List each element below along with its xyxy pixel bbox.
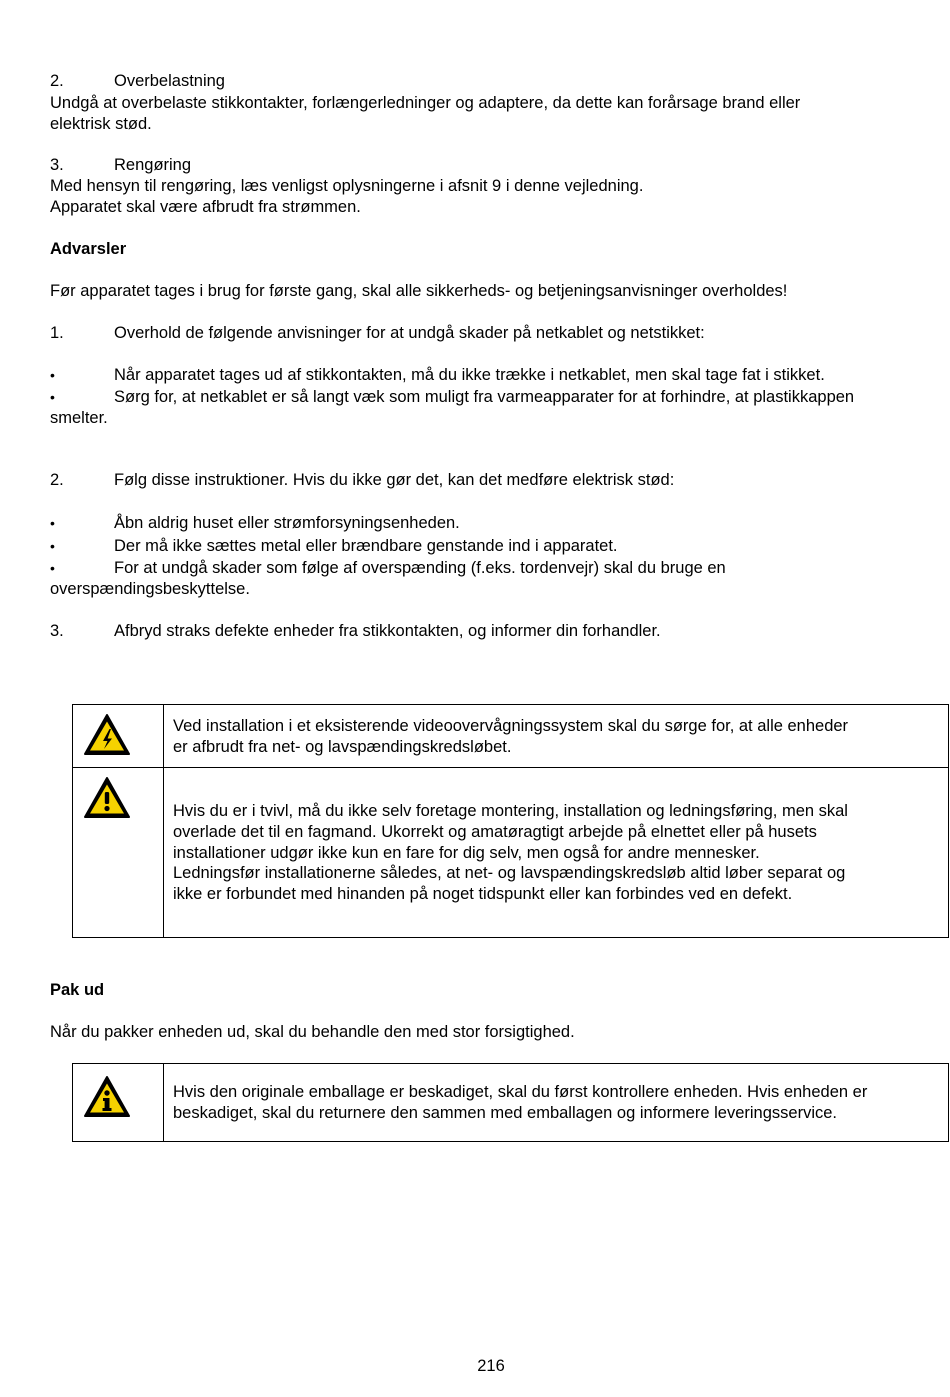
electric-hazard-icon bbox=[83, 713, 131, 757]
row-divider bbox=[73, 767, 948, 768]
notice-text bbox=[173, 716, 940, 758]
notice-table bbox=[72, 704, 949, 938]
item-text: Afbryd straks defekte enheder fra stikkontakten, og informer din forhandler. bbox=[114, 622, 661, 640]
page-number: 216 bbox=[477, 1357, 505, 1375]
item-number: 1. bbox=[50, 324, 64, 342]
paragraph-line: elektrisk stød. bbox=[50, 115, 152, 133]
bullet-text: Sørg for, at netkablet er så langt væk som muligt fra varmeapparater for at forhindre, at plastikkappen bbox=[114, 388, 855, 406]
bullet-text: For at undgå skader som følge af overspænding (f.eks. tordenvejr) skal du bruge en bbox=[114, 559, 726, 577]
bullet-text-continuation: smelter. bbox=[50, 409, 108, 427]
unpack-text: Når du pakker enheden ud, skal du behandle den med stor forsigtighed. bbox=[50, 1023, 575, 1041]
info-table bbox=[72, 1063, 949, 1142]
bullet-text: Der må ikke sættes metal eller brændbare genstande ind i apparatet. bbox=[114, 537, 618, 555]
info-text bbox=[173, 1082, 940, 1124]
bullet-text: Når apparatet tages ud af stikkontakten, må du ikke trække i netkablet, men skal tage fat i stikket. bbox=[114, 366, 825, 384]
notice-line: Hvis du er i tvivl, må du ikke selv foretage montering, installation og ledningsføring, men skal bbox=[173, 802, 848, 820]
notice-line: Ledningsfør installationerne således, at net- og lavspændingskredsløb altid løber separat og bbox=[173, 864, 846, 883]
paragraph-line: Undgå at overbelaste stikkontakter, forlængerledninger og adaptere, da dette kan forårsage brand eller bbox=[50, 94, 801, 112]
bullet-icon: • bbox=[50, 560, 55, 576]
paragraph-line: Med hensyn til rengøring, læs venligst oplysningerne i afsnit 9 i denne vejledning. bbox=[50, 177, 644, 195]
item-text: Følg disse instruktioner. Hvis du ikke gør det, kan det medføre elektrisk stød: bbox=[114, 471, 675, 489]
info-icon bbox=[83, 1075, 131, 1119]
warnings-heading: Advarsler bbox=[50, 240, 127, 258]
section-number: 2. bbox=[50, 72, 64, 90]
paragraph-line: Apparatet skal være afbrudt fra strømmen. bbox=[50, 198, 361, 216]
notice-line: er afbrudt fra net- og lavspændingskredsløbet. bbox=[173, 737, 512, 756]
notice-line: overlade det til en fagmand. Ukorrekt og amatøragtigt arbejde på elnettet eller på husets bbox=[173, 822, 817, 841]
bullet-text: Åbn aldrig huset eller strømforsyningsenheden. bbox=[114, 514, 460, 532]
notice-line: installationer udgør ikke kun en fare for dig selv, men også for andre mennesker. bbox=[173, 843, 760, 862]
info-line: Hvis den originale emballage er beskadiget, skal du først kontrollere enheden. Hvis enheden er bbox=[173, 1083, 868, 1101]
section-number: 3. bbox=[50, 156, 64, 174]
item-number: 2. bbox=[50, 471, 64, 489]
notice-text bbox=[173, 801, 940, 905]
unpack-heading: Pak ud bbox=[50, 981, 105, 999]
bullet-icon: • bbox=[50, 515, 55, 531]
notice-line: ikke er forbundet med hinanden på noget tidspunkt eller kan forbindes ved en defekt. bbox=[173, 885, 793, 904]
item-number: 3. bbox=[50, 622, 64, 640]
section-title-cleaning: Rengøring bbox=[114, 156, 192, 174]
section-title-overload: Overbelastning bbox=[114, 72, 225, 90]
info-line: beskadiget, skal du returnere den sammen med emballagen og informere leveringsservice. bbox=[173, 1103, 838, 1122]
warnings-intro: Før apparatet tages i brug for første gang, skal alle sikkerheds- og betjeningsanvisninger overholdes! bbox=[50, 282, 788, 300]
bullet-icon: • bbox=[50, 389, 55, 405]
warning-exclamation-icon bbox=[83, 776, 131, 820]
item-text: Overhold de følgende anvisninger for at undgå skader på netkablet og netstikket: bbox=[114, 324, 705, 342]
bullet-text-continuation: overspændingsbeskyttelse. bbox=[50, 580, 250, 598]
bullet-icon: • bbox=[50, 367, 55, 383]
notice-line: Ved installation i et eksisterende videoovervågningssystem skal du sørge for, at alle enheder bbox=[173, 717, 849, 735]
bullet-icon: • bbox=[50, 538, 55, 554]
